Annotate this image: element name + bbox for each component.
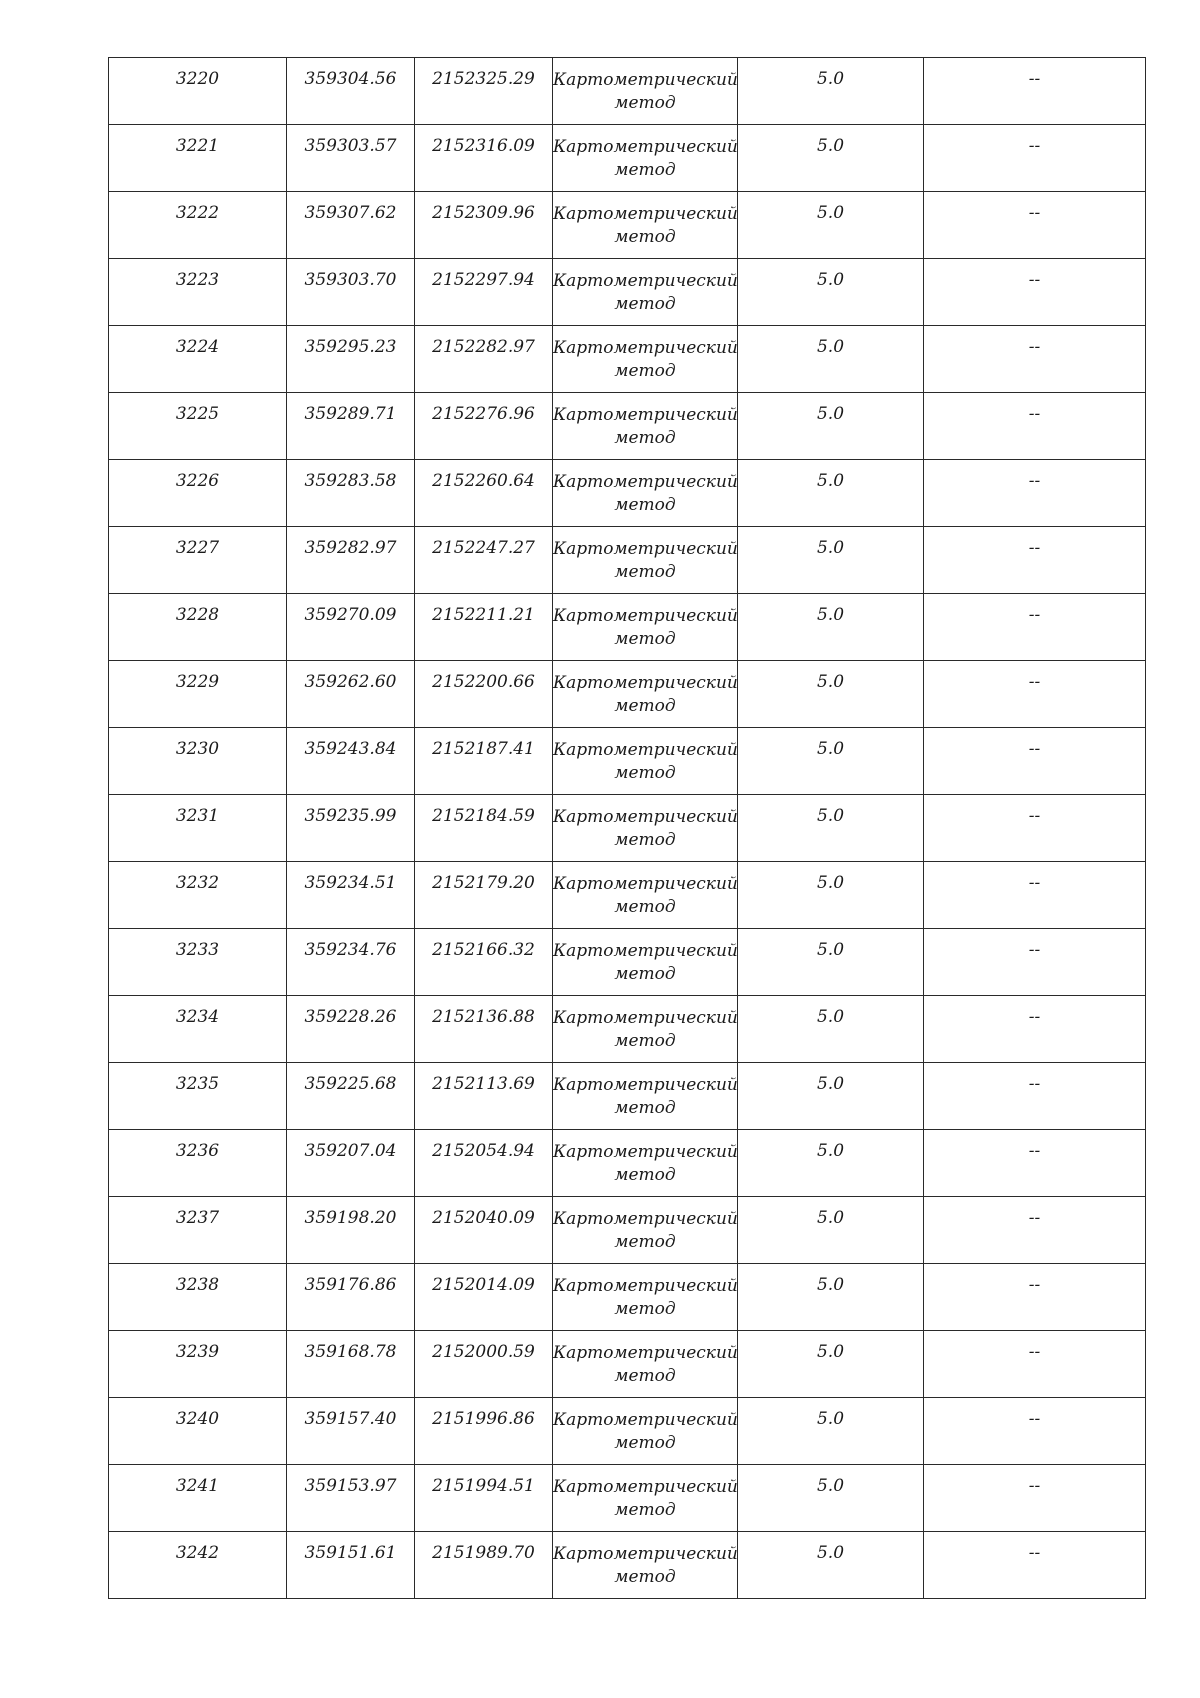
error-cell: 5.0 [738, 996, 924, 1063]
error-cell: 5.0 [738, 1063, 924, 1130]
error-cell: 5.0 [738, 58, 924, 125]
error-cell: 5.0 [738, 393, 924, 460]
point-id-cell: 3239 [109, 1331, 287, 1398]
point-id-cell: 3227 [109, 527, 287, 594]
table-row [109, 1264, 1146, 1331]
table-row [109, 460, 1146, 527]
method-cell: Картометрический метод [553, 594, 738, 661]
point-id-cell: 3232 [109, 862, 287, 929]
point-id-cell: 3230 [109, 728, 287, 795]
x-coordinate-cell: 359168.78 [287, 1331, 415, 1398]
y-coordinate-cell: 2151994.51 [415, 1465, 553, 1532]
table-row [109, 1197, 1146, 1264]
description-cell: -- [924, 1197, 1146, 1264]
method-cell: Картометрический метод [553, 326, 738, 393]
x-coordinate-cell: 359225.68 [287, 1063, 415, 1130]
method-cell: Картометрический метод [553, 1398, 738, 1465]
description-cell: -- [924, 1532, 1146, 1599]
error-cell: 5.0 [738, 460, 924, 527]
y-coordinate-cell: 2152309.96 [415, 192, 553, 259]
error-cell: 5.0 [738, 594, 924, 661]
x-coordinate-cell: 359303.70 [287, 259, 415, 326]
description-cell: -- [924, 1264, 1146, 1331]
method-cell: Картометрический метод [553, 1532, 738, 1599]
table-row [109, 58, 1146, 125]
y-coordinate-cell: 2152325.29 [415, 58, 553, 125]
x-coordinate-cell: 359243.84 [287, 728, 415, 795]
y-coordinate-cell: 2151989.70 [415, 1532, 553, 1599]
method-cell: Картометрический метод [553, 1465, 738, 1532]
error-cell: 5.0 [738, 1264, 924, 1331]
description-cell: -- [924, 259, 1146, 326]
error-cell: 5.0 [738, 1130, 924, 1197]
point-id-cell: 3222 [109, 192, 287, 259]
description-cell: -- [924, 1130, 1146, 1197]
point-id-cell: 3238 [109, 1264, 287, 1331]
x-coordinate-cell: 359295.23 [287, 326, 415, 393]
y-coordinate-cell: 2152276.96 [415, 393, 553, 460]
x-coordinate-cell: 359304.56 [287, 58, 415, 125]
table-row [109, 125, 1146, 192]
description-cell: -- [924, 996, 1146, 1063]
description-cell: -- [924, 1398, 1146, 1465]
error-cell: 5.0 [738, 728, 924, 795]
method-cell: Картометрический метод [553, 661, 738, 728]
method-cell: Картометрический метод [553, 929, 738, 996]
description-cell: -- [924, 460, 1146, 527]
y-coordinate-cell: 2152247.27 [415, 527, 553, 594]
description-cell: -- [924, 795, 1146, 862]
x-coordinate-cell: 359228.26 [287, 996, 415, 1063]
method-cell: Картометрический метод [553, 1331, 738, 1398]
y-coordinate-cell: 2152260.64 [415, 460, 553, 527]
table-row [109, 795, 1146, 862]
y-coordinate-cell: 2152184.59 [415, 795, 553, 862]
table-row [109, 996, 1146, 1063]
method-cell: Картометрический метод [553, 1130, 738, 1197]
table-row [109, 1063, 1146, 1130]
x-coordinate-cell: 359153.97 [287, 1465, 415, 1532]
table-row [109, 1398, 1146, 1465]
x-coordinate-cell: 359234.51 [287, 862, 415, 929]
point-id-cell: 3234 [109, 996, 287, 1063]
coordinates-table-body [109, 58, 1146, 1599]
y-coordinate-cell: 2152000.59 [415, 1331, 553, 1398]
y-coordinate-cell: 2152040.09 [415, 1197, 553, 1264]
description-cell: -- [924, 125, 1146, 192]
table-row [109, 1532, 1146, 1599]
table-row [109, 326, 1146, 393]
table-row [109, 1331, 1146, 1398]
table-row [109, 594, 1146, 661]
method-cell: Картометрический метод [553, 728, 738, 795]
y-coordinate-cell: 2152211.21 [415, 594, 553, 661]
method-cell: Картометрический метод [553, 393, 738, 460]
table-row [109, 1465, 1146, 1532]
error-cell: 5.0 [738, 192, 924, 259]
description-cell: -- [924, 1063, 1146, 1130]
method-cell: Картометрический метод [553, 996, 738, 1063]
error-cell: 5.0 [738, 661, 924, 728]
error-cell: 5.0 [738, 125, 924, 192]
x-coordinate-cell: 359303.57 [287, 125, 415, 192]
point-id-cell: 3225 [109, 393, 287, 460]
y-coordinate-cell: 2152014.09 [415, 1264, 553, 1331]
x-coordinate-cell: 359282.97 [287, 527, 415, 594]
point-id-cell: 3224 [109, 326, 287, 393]
x-coordinate-cell: 359234.76 [287, 929, 415, 996]
y-coordinate-cell: 2151996.86 [415, 1398, 553, 1465]
description-cell: -- [924, 1331, 1146, 1398]
description-cell: -- [924, 594, 1146, 661]
method-cell: Картометрический метод [553, 192, 738, 259]
x-coordinate-cell: 359176.86 [287, 1264, 415, 1331]
error-cell: 5.0 [738, 326, 924, 393]
y-coordinate-cell: 2152282.97 [415, 326, 553, 393]
point-id-cell: 3226 [109, 460, 287, 527]
error-cell: 5.0 [738, 259, 924, 326]
description-cell: -- [924, 929, 1146, 996]
x-coordinate-cell: 359262.60 [287, 661, 415, 728]
point-id-cell: 3241 [109, 1465, 287, 1532]
coordinates-table [108, 57, 1146, 1599]
table-row [109, 1130, 1146, 1197]
table-row [109, 527, 1146, 594]
error-cell: 5.0 [738, 862, 924, 929]
description-cell: -- [924, 58, 1146, 125]
method-cell: Картометрический метод [553, 460, 738, 527]
x-coordinate-cell: 359157.40 [287, 1398, 415, 1465]
table-row [109, 661, 1146, 728]
error-cell: 5.0 [738, 1398, 924, 1465]
method-cell: Картометрический метод [553, 125, 738, 192]
point-id-cell: 3236 [109, 1130, 287, 1197]
description-cell: -- [924, 728, 1146, 795]
point-id-cell: 3223 [109, 259, 287, 326]
x-coordinate-cell: 359283.58 [287, 460, 415, 527]
method-cell: Картометрический метод [553, 1264, 738, 1331]
table-row [109, 259, 1146, 326]
y-coordinate-cell: 2152166.32 [415, 929, 553, 996]
point-id-cell: 3237 [109, 1197, 287, 1264]
y-coordinate-cell: 2152187.41 [415, 728, 553, 795]
method-cell: Картометрический метод [553, 1197, 738, 1264]
x-coordinate-cell: 359235.99 [287, 795, 415, 862]
x-coordinate-cell: 359151.61 [287, 1532, 415, 1599]
error-cell: 5.0 [738, 929, 924, 996]
y-coordinate-cell: 2152136.88 [415, 996, 553, 1063]
description-cell: -- [924, 1465, 1146, 1532]
x-coordinate-cell: 359307.62 [287, 192, 415, 259]
y-coordinate-cell: 2152297.94 [415, 259, 553, 326]
y-coordinate-cell: 2152316.09 [415, 125, 553, 192]
y-coordinate-cell: 2152113.69 [415, 1063, 553, 1130]
description-cell: -- [924, 862, 1146, 929]
method-cell: Картометрический метод [553, 58, 738, 125]
point-id-cell: 3233 [109, 929, 287, 996]
y-coordinate-cell: 2152200.66 [415, 661, 553, 728]
x-coordinate-cell: 359289.71 [287, 393, 415, 460]
description-cell: -- [924, 527, 1146, 594]
point-id-cell: 3235 [109, 1063, 287, 1130]
method-cell: Картометрический метод [553, 259, 738, 326]
description-cell: -- [924, 192, 1146, 259]
point-id-cell: 3240 [109, 1398, 287, 1465]
description-cell: -- [924, 393, 1146, 460]
error-cell: 5.0 [738, 1197, 924, 1264]
method-cell: Картометрический метод [553, 527, 738, 594]
table-row [109, 192, 1146, 259]
x-coordinate-cell: 359270.09 [287, 594, 415, 661]
point-id-cell: 3231 [109, 795, 287, 862]
x-coordinate-cell: 359207.04 [287, 1130, 415, 1197]
table-row [109, 393, 1146, 460]
table-row [109, 862, 1146, 929]
method-cell: Картометрический метод [553, 1063, 738, 1130]
point-id-cell: 3229 [109, 661, 287, 728]
description-cell: -- [924, 326, 1146, 393]
point-id-cell: 3228 [109, 594, 287, 661]
y-coordinate-cell: 2152054.94 [415, 1130, 553, 1197]
error-cell: 5.0 [738, 1465, 924, 1532]
error-cell: 5.0 [738, 1331, 924, 1398]
y-coordinate-cell: 2152179.20 [415, 862, 553, 929]
method-cell: Картометрический метод [553, 795, 738, 862]
x-coordinate-cell: 359198.20 [287, 1197, 415, 1264]
error-cell: 5.0 [738, 795, 924, 862]
point-id-cell: 3221 [109, 125, 287, 192]
error-cell: 5.0 [738, 1532, 924, 1599]
table-row [109, 929, 1146, 996]
error-cell: 5.0 [738, 527, 924, 594]
method-cell: Картометрический метод [553, 862, 738, 929]
point-id-cell: 3242 [109, 1532, 287, 1599]
description-cell: -- [924, 661, 1146, 728]
point-id-cell: 3220 [109, 58, 287, 125]
table-row [109, 728, 1146, 795]
